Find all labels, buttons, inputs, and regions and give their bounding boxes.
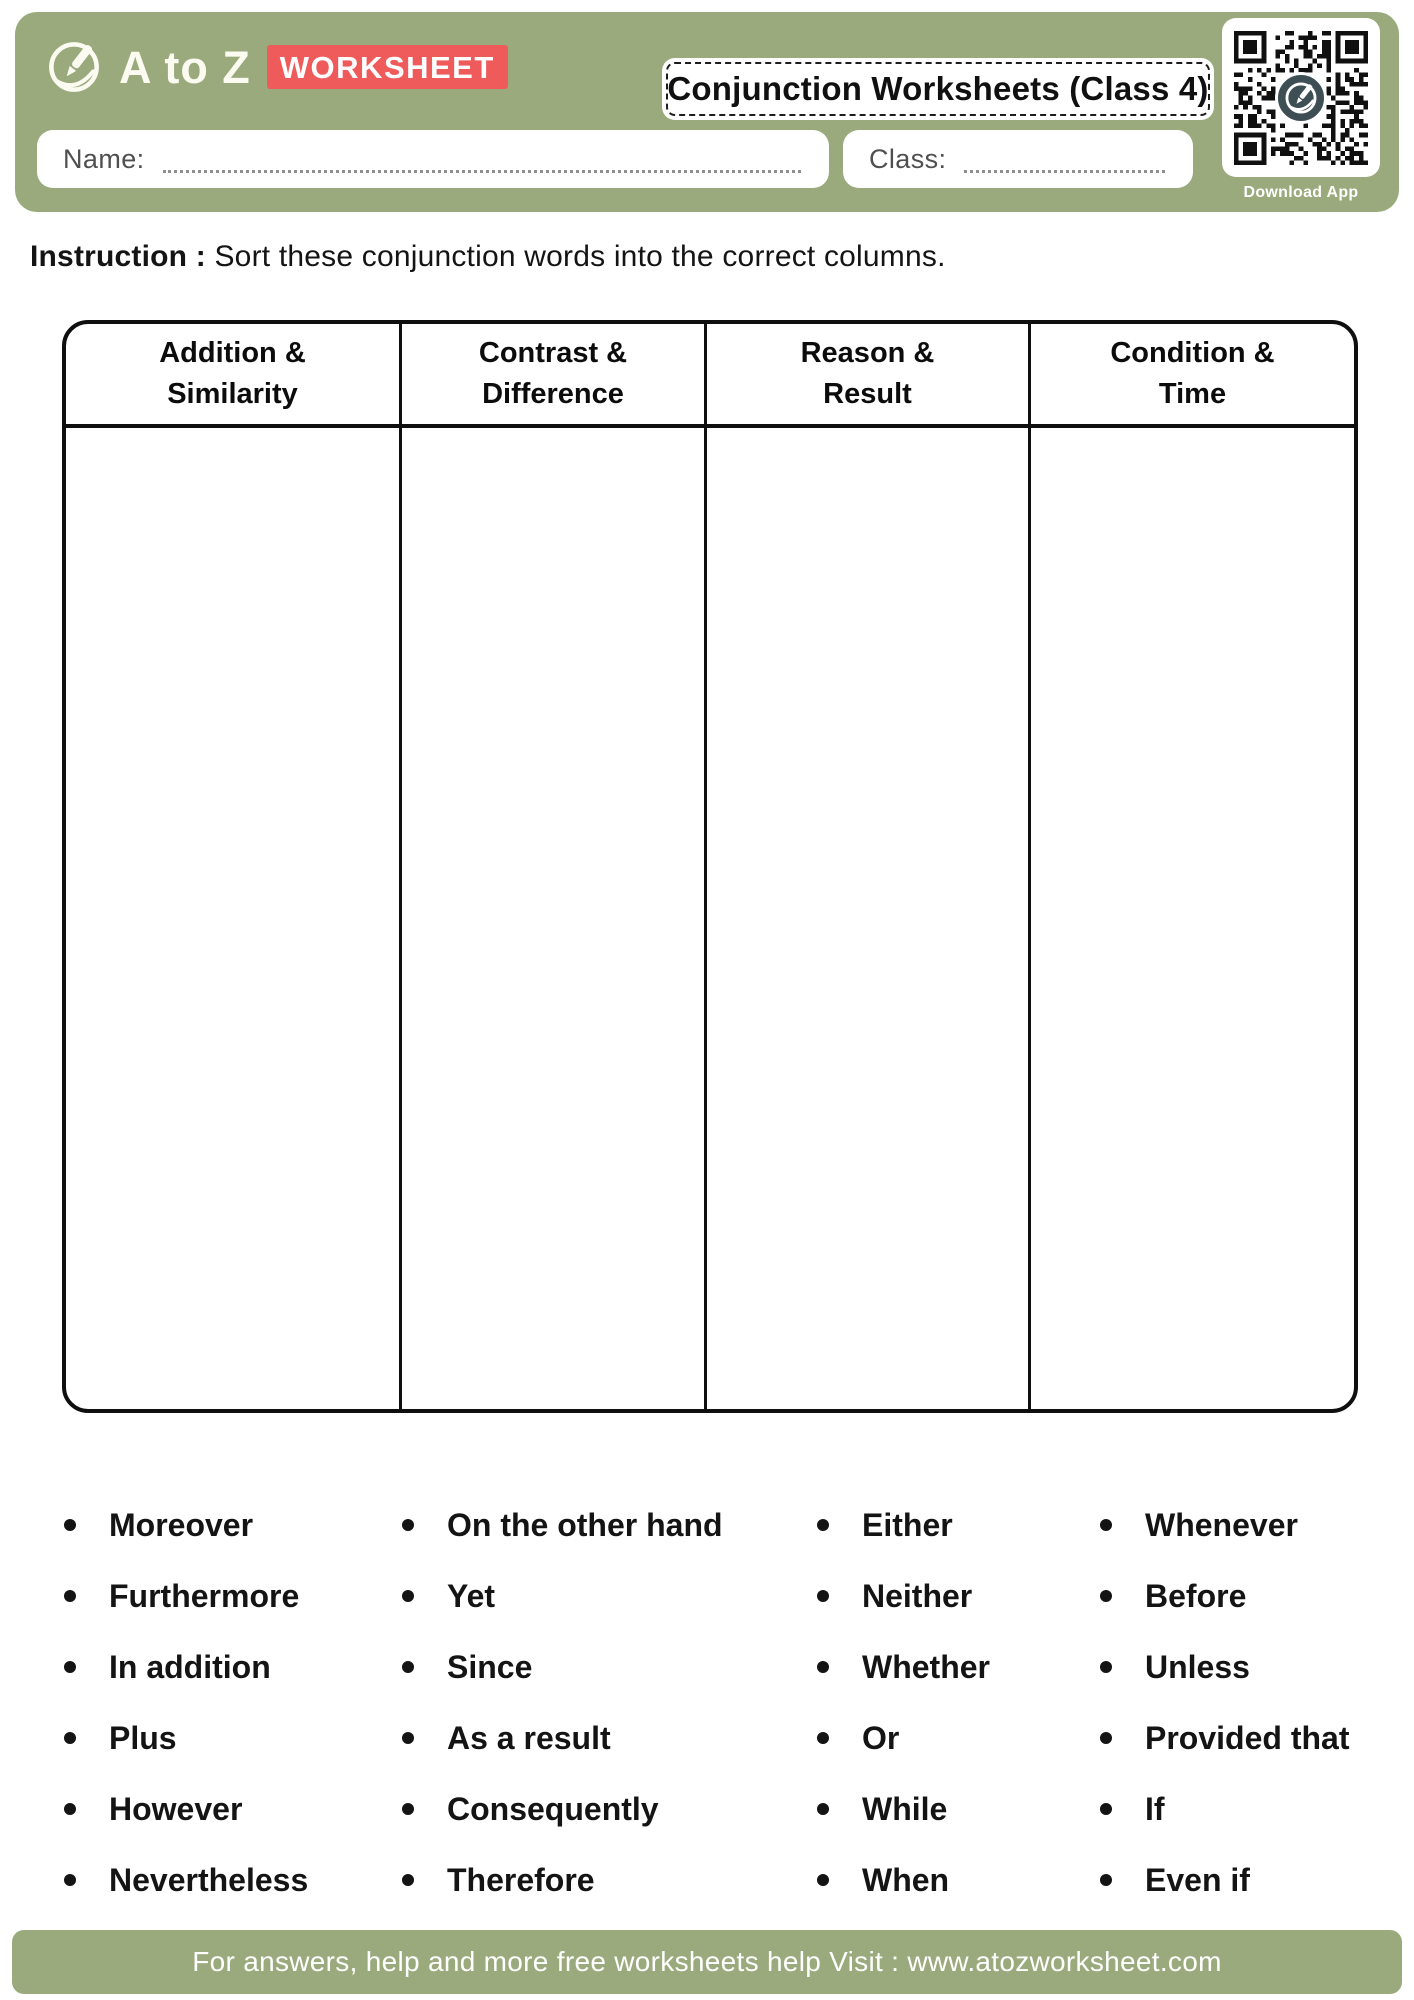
word-bank-item: Plus	[62, 1718, 308, 1758]
column-header	[707, 324, 1028, 428]
header	[15, 12, 1399, 212]
answer-area-contrast-difference[interactable]	[402, 428, 704, 1409]
name-field[interactable]	[37, 130, 829, 188]
column-header-line1: Condition &	[1110, 337, 1275, 370]
column-header	[402, 324, 704, 428]
column-header	[66, 324, 399, 428]
word-bank-column-2	[400, 1505, 723, 1931]
word-bank-item: Nevertheless	[62, 1860, 308, 1900]
word-bank-column-1	[62, 1505, 308, 1931]
word-bank-item: Provided that	[1098, 1718, 1349, 1758]
name-write-line[interactable]	[163, 170, 801, 173]
instruction-text: Sort these conjunction words into the correct columns.	[214, 240, 946, 273]
brand-name: A to Z	[119, 41, 251, 93]
word-bank-column-4	[1098, 1505, 1349, 1931]
column-header-line1: Contrast &	[478, 337, 628, 370]
word-bank-item: In addition	[62, 1647, 308, 1687]
word-bank-item: Whether	[815, 1647, 990, 1687]
word-bank-item: Before	[1098, 1576, 1349, 1616]
word-bank-item: Even if	[1098, 1860, 1349, 1900]
footer-bar	[12, 1930, 1402, 1994]
column-condition-time	[1031, 324, 1354, 1409]
column-header-line1: Addition &	[159, 337, 306, 370]
word-bank-item: As a result	[400, 1718, 723, 1758]
qr-code	[1222, 18, 1380, 177]
word-bank-item: However	[62, 1789, 308, 1829]
worksheet-title-box	[662, 58, 1214, 120]
word-bank-item: Since	[400, 1647, 723, 1687]
worksheet-title: Conjunction Worksheets (Class 4)	[667, 70, 1209, 107]
word-bank-item: While	[815, 1789, 990, 1829]
column-header-line2: Similarity	[167, 378, 298, 410]
name-label: Name:	[63, 143, 145, 174]
word-bank-item: Furthermore	[62, 1576, 308, 1616]
answer-area-reason-result[interactable]	[707, 428, 1028, 1409]
sorting-table	[62, 320, 1358, 1413]
instruction-line	[30, 240, 946, 274]
word-bank-item: Therefore	[400, 1860, 723, 1900]
instruction-label: Instruction :	[30, 240, 206, 273]
column-header-line1: Reason &	[800, 337, 935, 370]
word-bank-item: If	[1098, 1789, 1349, 1829]
word-bank-item: Unless	[1098, 1647, 1349, 1687]
column-addition-similarity	[66, 324, 402, 1409]
column-header-line2: Time	[1158, 378, 1227, 410]
word-bank-item: On the other hand	[400, 1505, 723, 1545]
answer-area-addition-similarity[interactable]	[66, 428, 399, 1409]
word-bank-item: Whenever	[1098, 1505, 1349, 1545]
word-bank-item: Either	[815, 1505, 990, 1545]
answer-area-condition-time[interactable]	[1031, 428, 1354, 1409]
class-write-line[interactable]	[964, 170, 1165, 173]
column-header-line2: Result	[823, 378, 912, 410]
column-contrast-difference	[402, 324, 707, 1409]
brand-badge: WORKSHEET	[267, 45, 508, 89]
word-bank-item: Yet	[400, 1576, 723, 1616]
word-bank-item: Neither	[815, 1576, 990, 1616]
column-header	[1031, 324, 1354, 428]
word-bank-column-3	[815, 1505, 990, 1931]
word-bank-item: Moreover	[62, 1505, 308, 1545]
class-field[interactable]	[843, 130, 1193, 188]
brand-logo	[45, 38, 508, 96]
pen-circle-logo-icon	[45, 38, 103, 96]
word-bank-item: Or	[815, 1718, 990, 1758]
download-app-caption: Download App	[1243, 184, 1359, 201]
footer-link-text[interactable]: For answers, help and more free worksheets help Visit : www.atozworksheet.com	[192, 1946, 1222, 1977]
word-bank-item: When	[815, 1860, 990, 1900]
column-reason-result	[707, 324, 1031, 1409]
word-bank-item: Consequently	[400, 1789, 723, 1829]
qr-pattern	[1234, 31, 1368, 165]
column-header-line2: Difference	[482, 378, 624, 410]
qr-center-pen-logo-icon	[1275, 72, 1327, 124]
class-label: Class:	[869, 143, 947, 174]
